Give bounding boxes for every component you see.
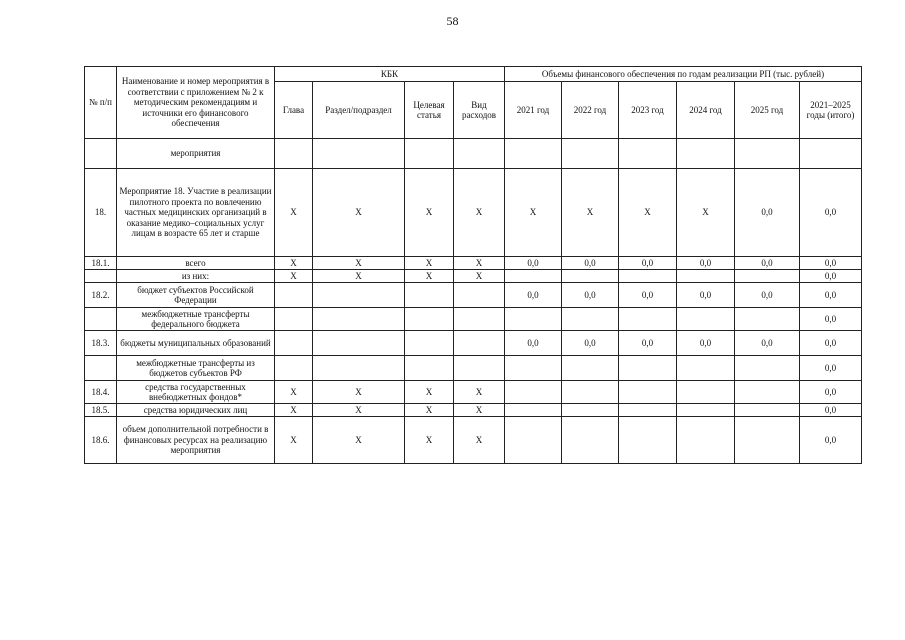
value-2025: [735, 404, 800, 417]
kbk-razdel: X: [313, 257, 405, 270]
row-num: [85, 270, 117, 283]
value-total: 0,0: [800, 270, 862, 283]
kbk-vid: [454, 283, 505, 308]
kbk-razdel: [313, 331, 405, 356]
row-name: из них:: [117, 270, 275, 283]
kbk-vid: [454, 356, 505, 381]
table-row: [85, 417, 862, 464]
kbk-glava: [275, 331, 313, 356]
kbk-glava: X: [275, 257, 313, 270]
value-2022: 0,0: [562, 257, 619, 270]
header-year-2022: 2022 год: [562, 82, 619, 139]
value-total: 0,0: [800, 308, 862, 331]
row-name: мероприятия: [117, 139, 275, 169]
value-2021: 0,0: [505, 283, 562, 308]
kbk-razdel: X: [313, 417, 405, 464]
value-2021: [505, 381, 562, 404]
value-2022: [562, 139, 619, 169]
value-total: 0,0: [800, 381, 862, 404]
kbk-vid: [454, 308, 505, 331]
row-name: Мероприятие 18. Участие в реализации пилотного проекта по вовлечению частных медицинских организаций в оказание медико–социальных услуг лицам в возрасте 65 лет и старше: [117, 169, 275, 257]
value-2025: [735, 270, 800, 283]
header-year-2021: 2021 год: [505, 82, 562, 139]
row-num: [85, 356, 117, 381]
kbk-vid: X: [454, 417, 505, 464]
row-name: межбюджетные трансферты из бюджетов субъектов РФ: [117, 356, 275, 381]
value-2024: 0,0: [677, 331, 735, 356]
value-2023: [619, 270, 677, 283]
value-total: [800, 139, 862, 169]
kbk-vid: X: [454, 270, 505, 283]
kbk-glava: X: [275, 381, 313, 404]
row-num: 18.4.: [85, 381, 117, 404]
kbk-statya: X: [405, 169, 454, 257]
kbk-razdel: X: [313, 270, 405, 283]
value-2022: [562, 404, 619, 417]
row-num: 18.6.: [85, 417, 117, 464]
value-total: 0,0: [800, 257, 862, 270]
value-2024: [677, 404, 735, 417]
value-2024: [677, 417, 735, 464]
value-2024: [677, 270, 735, 283]
table-row: [85, 257, 862, 270]
value-2025: 0,0: [735, 257, 800, 270]
page-number: 58: [446, 14, 459, 28]
value-2025: 0,0: [735, 283, 800, 308]
value-2023: [619, 381, 677, 404]
table-row: [85, 381, 862, 404]
row-num: [85, 308, 117, 331]
table-row: [85, 404, 862, 417]
kbk-vid: X: [454, 257, 505, 270]
value-total: 0,0: [800, 283, 862, 308]
value-2025: 0,0: [735, 169, 800, 257]
kbk-glava: X: [275, 404, 313, 417]
value-2025: [735, 139, 800, 169]
financing-table: [84, 66, 862, 464]
header-year-2024: 2024 год: [677, 82, 735, 139]
kbk-vid: [454, 331, 505, 356]
kbk-statya: X: [405, 404, 454, 417]
value-2022: X: [562, 169, 619, 257]
row-name: бюджеты муниципальных образований: [117, 331, 275, 356]
kbk-statya: [405, 283, 454, 308]
value-total: 0,0: [800, 356, 862, 381]
row-num: 18.3.: [85, 331, 117, 356]
row-name: всего: [117, 257, 275, 270]
table-row: [85, 331, 862, 356]
value-2022: [562, 381, 619, 404]
kbk-glava: [275, 356, 313, 381]
kbk-statya: [405, 308, 454, 331]
kbk-statya: X: [405, 270, 454, 283]
value-2023: [619, 139, 677, 169]
row-num: [85, 139, 117, 169]
kbk-glava: X: [275, 270, 313, 283]
value-total: 0,0: [800, 417, 862, 464]
value-2024: [677, 308, 735, 331]
kbk-vid: X: [454, 381, 505, 404]
kbk-statya: [405, 139, 454, 169]
value-2023: 0,0: [619, 257, 677, 270]
kbk-statya: X: [405, 417, 454, 464]
value-2025: 0,0: [735, 331, 800, 356]
value-2024: [677, 381, 735, 404]
value-2021: [505, 270, 562, 283]
header-num: № п/п: [85, 67, 117, 139]
value-2024: [677, 139, 735, 169]
value-2025: [735, 308, 800, 331]
value-2022: [562, 308, 619, 331]
header-year-2025: 2025 год: [735, 82, 800, 139]
table-row: [85, 169, 862, 257]
header-vid: Вид расходов: [454, 82, 505, 139]
value-2021: [505, 417, 562, 464]
table-body: [85, 67, 862, 464]
value-2024: 0,0: [677, 283, 735, 308]
row-name: средства государственных внебюджетных фондов*: [117, 381, 275, 404]
value-2021: X: [505, 169, 562, 257]
row-num: 18.5.: [85, 404, 117, 417]
value-2025: [735, 381, 800, 404]
value-2023: 0,0: [619, 283, 677, 308]
value-2022: 0,0: [562, 331, 619, 356]
kbk-statya: [405, 331, 454, 356]
value-2024: X: [677, 169, 735, 257]
kbk-vid: [454, 139, 505, 169]
kbk-razdel: X: [313, 169, 405, 257]
value-2021: [505, 356, 562, 381]
value-2021: [505, 404, 562, 417]
table-row: [85, 283, 862, 308]
kbk-statya: X: [405, 381, 454, 404]
table-row: [85, 356, 862, 381]
table-row: [85, 308, 862, 331]
value-total: 0,0: [800, 404, 862, 417]
kbk-vid: X: [454, 169, 505, 257]
value-total: 0,0: [800, 169, 862, 257]
value-2025: [735, 417, 800, 464]
header-statya: Целевая статья: [405, 82, 454, 139]
value-2022: 0,0: [562, 283, 619, 308]
kbk-statya: X: [405, 257, 454, 270]
kbk-razdel: [313, 283, 405, 308]
kbk-statya: [405, 356, 454, 381]
table-row: [85, 139, 862, 169]
header-year-total: 2021–2025 годы (итого): [800, 82, 862, 139]
value-2023: 0,0: [619, 331, 677, 356]
row-num: 18.: [85, 169, 117, 257]
value-2023: [619, 356, 677, 381]
value-2021: [505, 308, 562, 331]
kbk-razdel: [313, 308, 405, 331]
value-2021: 0,0: [505, 257, 562, 270]
kbk-razdel: X: [313, 404, 405, 417]
row-name: межбюджетные трансферты федерального бюджета: [117, 308, 275, 331]
header-razdel: Раздел/подраздел: [313, 82, 405, 139]
kbk-razdel: [313, 139, 405, 169]
kbk-vid: X: [454, 404, 505, 417]
value-2021: 0,0: [505, 331, 562, 356]
value-2022: [562, 417, 619, 464]
value-2023: [619, 308, 677, 331]
header-kbk: КБК: [275, 67, 505, 82]
value-2023: [619, 417, 677, 464]
kbk-razdel: X: [313, 381, 405, 404]
kbk-glava: X: [275, 169, 313, 257]
kbk-glava: [275, 283, 313, 308]
header-row-top: [85, 67, 862, 82]
value-2024: [677, 356, 735, 381]
kbk-razdel: [313, 356, 405, 381]
row-num: 18.1.: [85, 257, 117, 270]
row-num: 18.2.: [85, 283, 117, 308]
value-2022: [562, 270, 619, 283]
header-volumes: Объемы финансового обеспечения по годам реализации РП (тыс. рублей): [505, 67, 862, 82]
kbk-glava: [275, 139, 313, 169]
value-2023: X: [619, 169, 677, 257]
value-2021: [505, 139, 562, 169]
header-year-2023: 2023 год: [619, 82, 677, 139]
header-name: Наименование и номер мероприятия в соответствии с приложением № 2 к методическим рекомендациям и источники его финансового обеспечения: [117, 67, 275, 139]
kbk-glava: X: [275, 417, 313, 464]
header-glava: Глава: [275, 82, 313, 139]
row-name: бюджет субъектов Российской Федерации: [117, 283, 275, 308]
row-name: средства юридических лиц: [117, 404, 275, 417]
value-2022: [562, 356, 619, 381]
value-2025: [735, 356, 800, 381]
value-2023: [619, 404, 677, 417]
row-name: объем дополнительной потребности в финансовых ресурсах на реализацию мероприятия: [117, 417, 275, 464]
kbk-glava: [275, 308, 313, 331]
value-total: 0,0: [800, 331, 862, 356]
value-2024: 0,0: [677, 257, 735, 270]
table-row: [85, 270, 862, 283]
